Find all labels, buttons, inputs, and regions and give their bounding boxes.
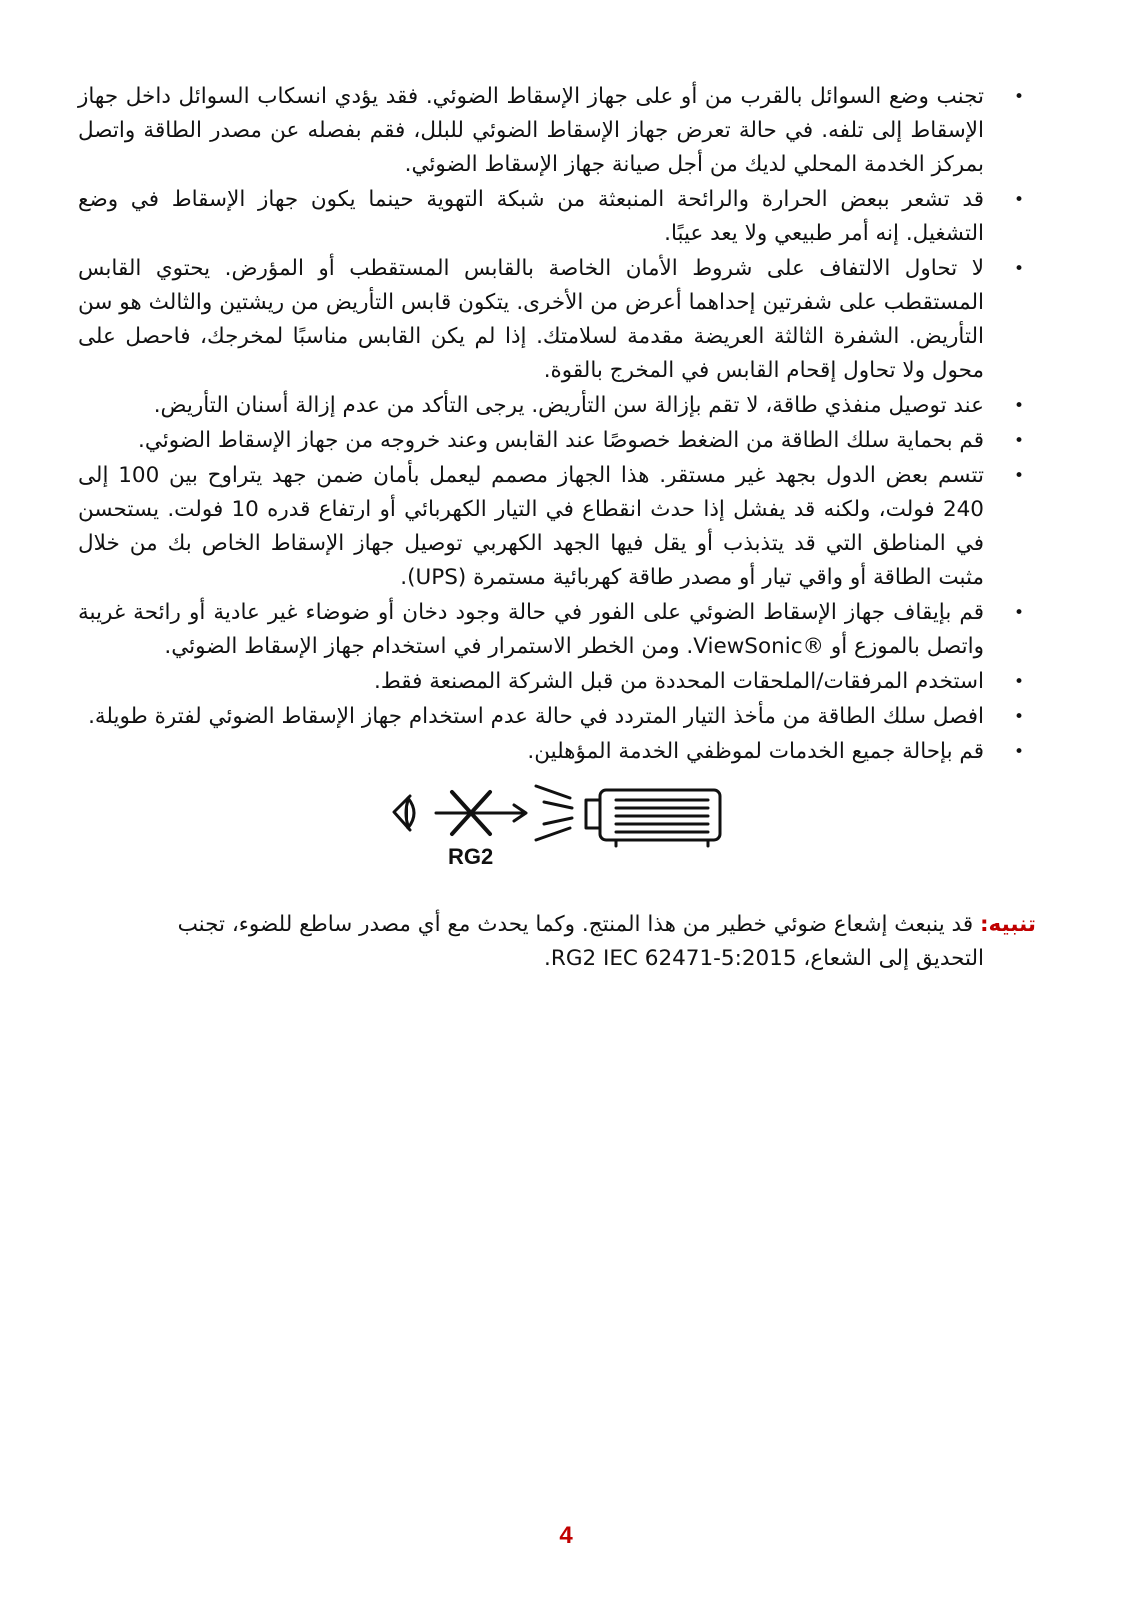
caution-label: تنبيه:	[979, 912, 1036, 937]
prohibited-arrow-icon	[436, 792, 526, 834]
bullet-text: افصل سلك الطاقة من مأخذ التيار المتردد في حالة عدم استخدام جهاز الإسقاط الضوئي لفترة طويلة.	[88, 704, 984, 729]
bullet-dot: •	[1013, 742, 1024, 762]
caution-notice	[130, 908, 1036, 976]
bullet-dot: •	[1013, 190, 1024, 210]
bullet-text: تتسم بعض الدول بجهد غير مستقر. هذا الجهاز مصمم ليعمل بأمان ضمن جهد يتراوح بين 100 إلى 240 فولت، ولكنه قد يفشل إذا حدث انقطاع في التيار الكهربائي أو ارتفاع قدره 10 فولت. يستحسن في المناطق التي قد يتذبذب أو يقل فيها الجهد الكهربي توصيل جهاز الإسقاط الخاص بك من خلال مثبت الطاقة أو واقي تيار أو مصدر طاقة كهربائية مستمرة (UPS).	[78, 463, 985, 590]
caution-text-continued: التحديق إلى الشعاع، RG2 IEC 62471-5:2015.	[544, 946, 984, 971]
eye-icon	[394, 796, 414, 830]
list-item	[78, 700, 1036, 734]
list-item	[78, 735, 1036, 769]
safety-bullet-list	[78, 80, 1036, 770]
bullet-text: عند توصيل منفذي طاقة، لا تقم بإزالة سن التأريض. يرجى التأكد من عدم إزالة أسنان التأريض.	[153, 393, 984, 418]
bullet-text: قد تشعر ببعض الحرارة والرائحة المنبعثة من شبكة التهوية حينما يكون جهاز الإسقاط في وضع التشغيل. إنه أمر طبيعي ولا يعد عيبًا.	[78, 187, 984, 246]
bullet-dot: •	[1013, 672, 1024, 692]
rg2-label: RG2	[448, 844, 494, 869]
list-item	[78, 252, 1036, 388]
bullet-text: قم بإيقاف جهاز الإسقاط الضوئي على الفور في حالة وجود دخان أو ضوضاء غير عادية أو رائحة غريبة واتصل بالموزع أو ®ViewSonic. ومن الخطر الاستمرار في استخدام جهاز الإسقاط الضوئي.	[78, 600, 984, 659]
list-item	[78, 389, 1036, 423]
caution-text: قد ينبعث إشعاع ضوئي خطير من هذا المنتج. وكما يحدث مع أي مصدر ساطع للضوء، تجنب	[177, 912, 980, 937]
bullet-dot: •	[1013, 431, 1024, 451]
bullet-text: تجنب وضع السوائل بالقرب من أو على جهاز الإسقاط الضوئي. فقد يؤدي انسكاب السوائل داخل جهاز الإسقاط إلى تلفه. في حالة تعرض جهاز الإسقاط الضوئي للبلل، فقم بفصله عن مصدر الطاقة واتصل بمركز الخدمة المحلي لديك من أجل صيانة جهاز الإسقاط الضوئي.	[78, 84, 984, 177]
bullet-dot: •	[1013, 87, 1024, 107]
list-item	[78, 424, 1036, 458]
list-item	[78, 183, 1036, 251]
list-item	[78, 596, 1036, 664]
rg2-warning-figure	[390, 784, 740, 896]
bullet-text: قم بحماية سلك الطاقة من الضغط خصوصًا عند القابس وعند خروجه من جهاز الإسقاط الضوئي.	[138, 428, 984, 453]
light-rays-icon	[536, 786, 572, 840]
bullet-text: استخدم المرفقات/الملحقات المحددة من قبل الشركة المصنعة فقط.	[373, 669, 984, 694]
list-item	[78, 459, 1036, 595]
bullet-dot: •	[1013, 466, 1024, 486]
projector-icon	[586, 790, 720, 846]
list-item	[78, 665, 1036, 699]
bullet-dot: •	[1013, 707, 1024, 727]
list-item	[78, 80, 1036, 182]
bullet-dot: •	[1013, 396, 1024, 416]
bullet-text: قم بإحالة جميع الخدمات لموظفي الخدمة المؤهلين.	[527, 739, 984, 764]
bullet-text: لا تحاول الالتفاف على شروط الأمان الخاصة بالقابس المستقطب أو المؤرض. يحتوي القابس المستقطب على شفرتين إحداهما أعرض من الأخرى. يتكون قابس التأريض من ريشتين والثالث هو سن التأريض. الشفرة الثالثة العريضة مقدمة لسلامتك. إذا لم يكن القابس مناسبًا لمخرجك، فاحصل على محول ولا تحاول إقحام القابس في المخرج بالقوة.	[78, 256, 984, 383]
bullet-dot: •	[1013, 603, 1024, 623]
page-number: 4	[559, 1522, 573, 1549]
bullet-dot: •	[1013, 259, 1024, 279]
